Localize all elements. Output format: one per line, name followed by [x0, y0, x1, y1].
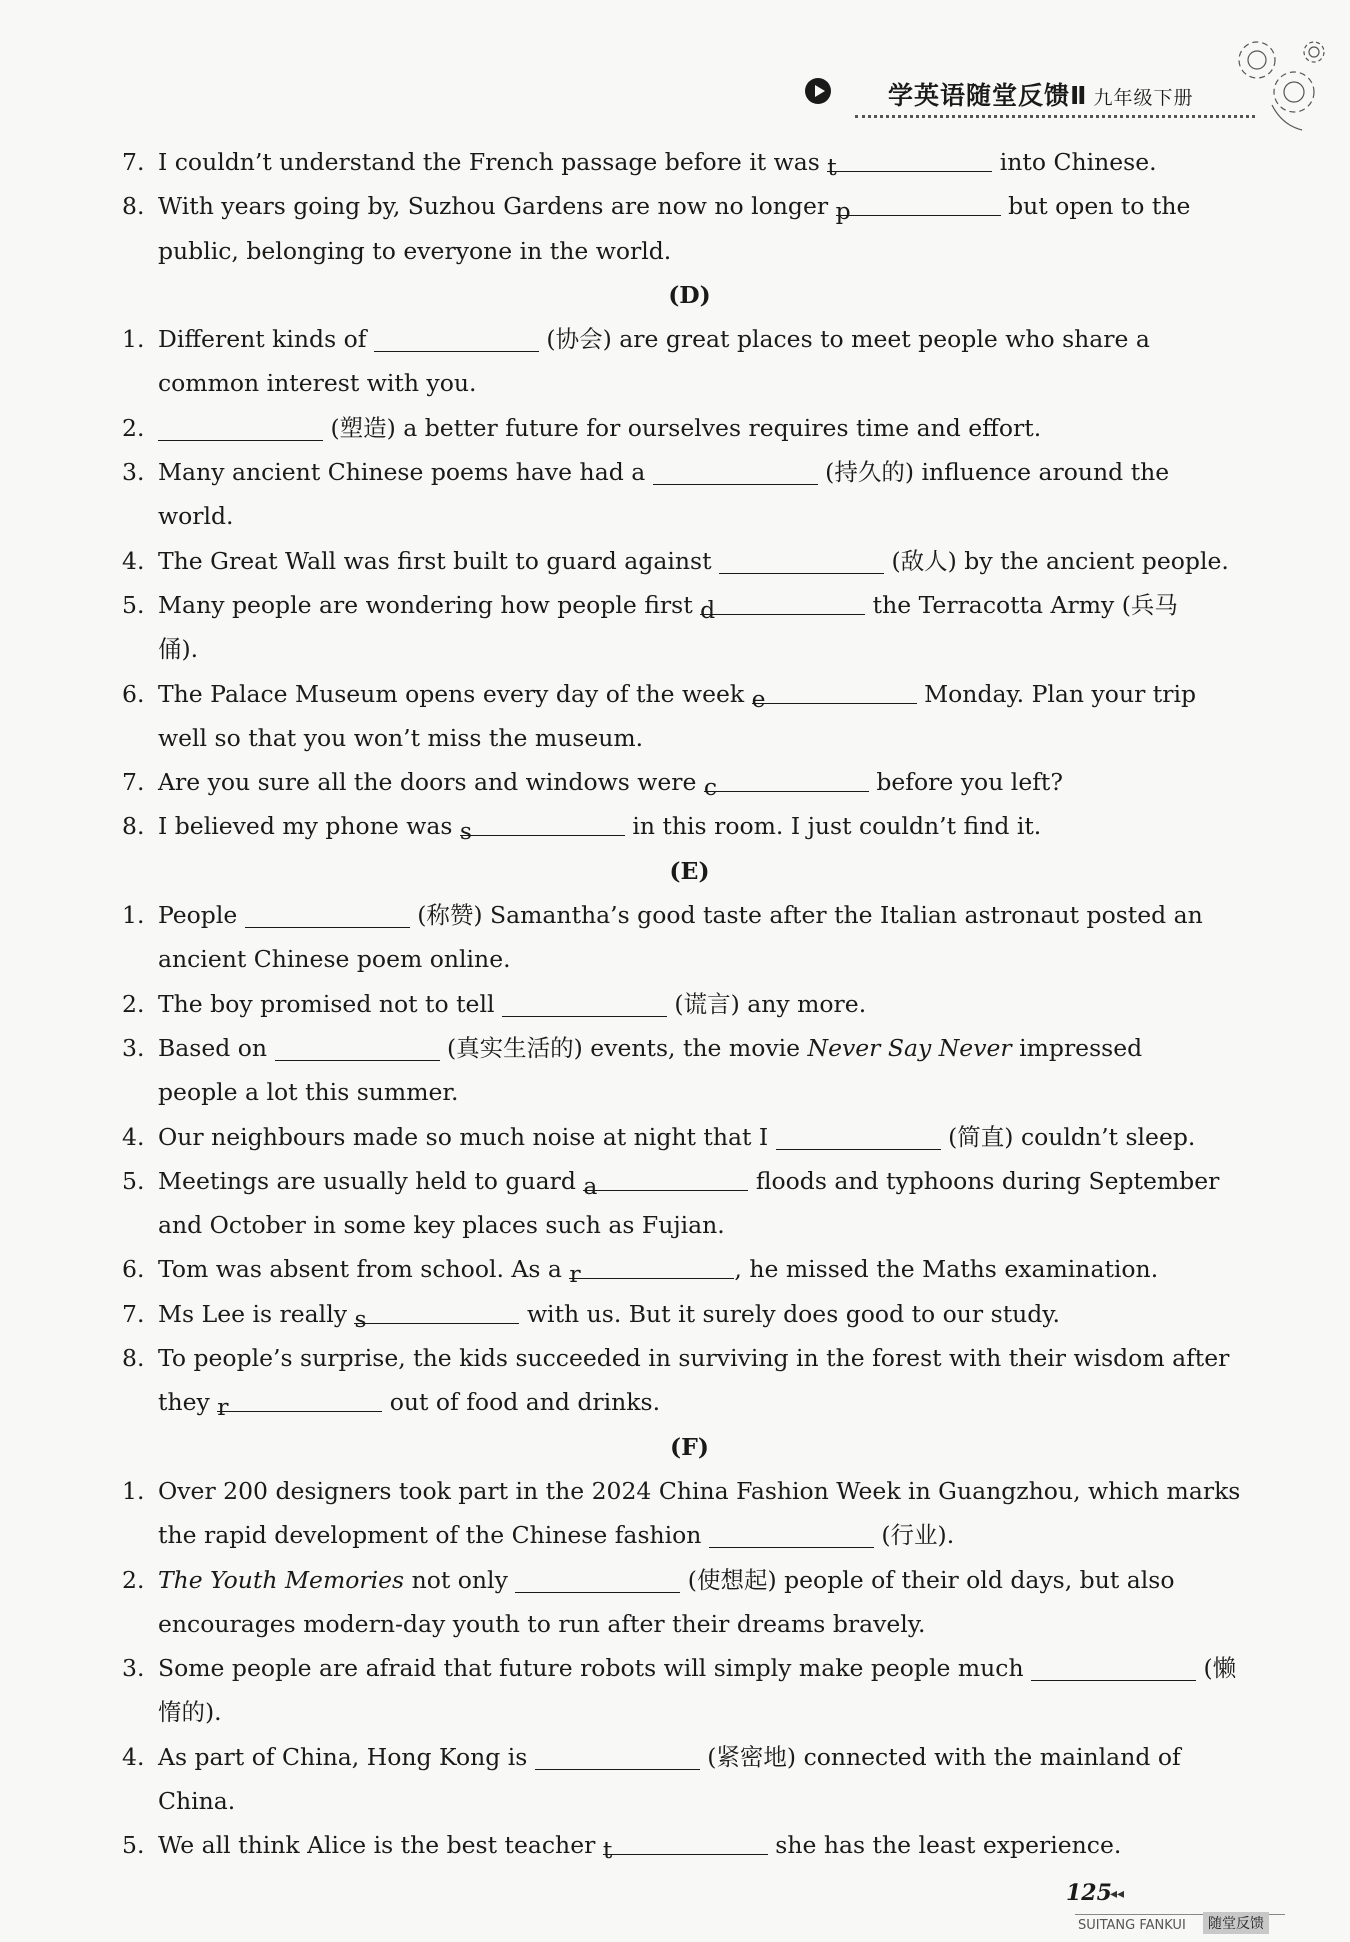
hint-letter: p [835, 197, 851, 226]
question-text: Based on [158, 1033, 275, 1062]
answer-blank[interactable] [502, 990, 667, 1017]
answer-blank[interactable] [569, 1252, 734, 1289]
question-f5 [122, 1823, 1257, 1867]
question-number: 1. [122, 325, 145, 354]
answer-blank[interactable] [835, 189, 1001, 226]
question-number: 1. [122, 901, 145, 930]
question-text: Many people are wondering how people first [158, 590, 701, 619]
question-e3 [122, 1026, 1257, 1070]
question-text: the Terracotta Army (兵马 [865, 590, 1178, 619]
answer-blank[interactable] [751, 677, 917, 713]
answer-blank[interactable] [158, 414, 323, 441]
question-text: (协会) are great places to meet people who share a [538, 325, 1150, 354]
question-text: (行业). [873, 1521, 955, 1550]
question-e7 [122, 1292, 1257, 1336]
question-d3 [122, 450, 1257, 494]
question-text: Monday. Plan your trip [916, 679, 1197, 708]
question-number: 2. [122, 989, 145, 1018]
question-number: 7. [122, 768, 145, 797]
hint-letter: t [827, 153, 837, 181]
question-text: Some people are afraid that future robots will simply make people much [158, 1654, 1032, 1683]
question-number: 6. [122, 1255, 145, 1284]
question-d5 [122, 583, 1257, 627]
question-e6 [122, 1247, 1257, 1291]
question-number: 3. [122, 1033, 145, 1062]
question-number: 5. [122, 590, 145, 619]
question-text: in this room. I just couldn’t find it. [624, 812, 1042, 841]
answer-blank[interactable] [374, 325, 539, 352]
section-label-e: (E) [669, 856, 710, 885]
question-number: 5. [122, 1166, 145, 1195]
question-e1 [122, 893, 1257, 937]
question-d1 [122, 317, 1257, 361]
question-c8 [122, 184, 1257, 228]
question-f1 [122, 1469, 1257, 1513]
question-number: 5. [122, 1831, 145, 1860]
section-label-f: (F) [670, 1432, 709, 1461]
question-text: the rapid development of the Chinese fashion [158, 1521, 709, 1550]
question-text: floods and typhoons during September [748, 1166, 1220, 1195]
question-c7 [122, 140, 1257, 184]
question-f3 [122, 1646, 1257, 1690]
question-number: 2. [122, 1565, 145, 1594]
question-text: We all think Alice is the best teacher [158, 1831, 603, 1860]
answer-blank[interactable] [827, 145, 992, 181]
question-number: 8. [122, 812, 145, 841]
question-text: People [158, 901, 245, 930]
question-number: 7. [122, 1299, 145, 1328]
hint-letter: e [751, 684, 766, 713]
question-text: Tom was absent from school. As a [158, 1255, 570, 1284]
question-text: impressed [1011, 1033, 1143, 1062]
question-continuation: and October in some key places such as Fujian. [158, 1211, 725, 1240]
hint-letter: c [703, 773, 718, 802]
question-text: into Chinese. [992, 148, 1157, 176]
question-continuation [122, 1380, 1257, 1424]
hint-letter: r [217, 1393, 229, 1422]
hint-letter: r [569, 1260, 581, 1289]
answer-blank[interactable] [709, 1521, 874, 1548]
question-number: 1. [122, 1476, 145, 1505]
hint-letter: a [583, 1171, 598, 1200]
question-number: 3. [122, 458, 145, 487]
question-text: (紧密地) connected with the mainland of [699, 1742, 1181, 1771]
question-number: 8. [122, 192, 145, 221]
question-continuation: 惰的). [158, 1698, 222, 1727]
question-text: (持久的) influence around the [817, 458, 1170, 487]
page-number: 125 [1066, 1880, 1112, 1906]
question-text: not only [404, 1565, 516, 1594]
question-continuation: 俑). [158, 635, 199, 664]
question-text: (真实生活的) events, the movie [439, 1033, 808, 1062]
question-continuation: encourages modern-day youth to run after their dreams bravely. [158, 1609, 926, 1638]
hint-letter: s [459, 817, 472, 846]
question-text: Ms Lee is really [158, 1299, 355, 1328]
question-continuation: world. [158, 502, 234, 531]
question-d7 [122, 760, 1257, 804]
question-number: 7. [122, 148, 145, 176]
question-text: (懒 [1196, 1654, 1237, 1683]
answer-blank[interactable] [354, 1297, 519, 1333]
answer-blank[interactable] [703, 765, 869, 802]
question-text: (塑造) a better future for ourselves requires time and effort. [323, 413, 1042, 442]
header-divider [855, 115, 1255, 118]
footer-brand: SUITANG FANKUI [1078, 1918, 1186, 1933]
answer-blank[interactable] [459, 809, 625, 846]
header-title: 学英语随堂反馈Ⅱ 九年级下册 [888, 81, 1194, 110]
question-text: (敌人) by the ancient people. [884, 546, 1229, 575]
question-text: before you left? [868, 768, 1063, 797]
question-e5 [122, 1159, 1257, 1203]
answer-blank[interactable] [515, 1566, 680, 1593]
hint-letter: t [602, 1836, 613, 1865]
answer-blank[interactable] [217, 1385, 382, 1422]
answer-blank[interactable] [1031, 1654, 1196, 1681]
question-text: As part of China, Hong Kong is [158, 1742, 535, 1771]
question-number: 6. [122, 679, 145, 708]
question-text: The Palace Museum opens every day of the week [158, 679, 752, 708]
question-continuation: people a lot this summer. [158, 1078, 459, 1107]
question-text: Are you sure all the doors and windows were [158, 768, 704, 797]
question-e8 [122, 1336, 1257, 1380]
answer-blank[interactable] [583, 1164, 748, 1200]
answer-blank[interactable] [776, 1123, 941, 1150]
question-e4 [122, 1115, 1257, 1159]
question-f4 [122, 1735, 1257, 1779]
question-text: The Great Wall was first built to guard against [158, 546, 719, 575]
question-text: (使想起) people of their old days, but also [680, 1565, 1175, 1594]
question-text: but open to the [1000, 192, 1191, 221]
answer-blank[interactable] [700, 588, 865, 624]
hint-letter: d [700, 595, 716, 624]
section-label-d: (D) [668, 280, 711, 309]
question-f2 [122, 1558, 1257, 1602]
question-text: Different kinds of [158, 325, 374, 354]
question-continuation: ancient Chinese poem online. [158, 945, 511, 974]
footer-tag: 随堂反馈 [1203, 1912, 1269, 1934]
hint-letter: s [354, 1304, 367, 1333]
question-text: I believed my phone was [158, 812, 460, 841]
answer-blank[interactable] [245, 901, 410, 928]
answer-blank[interactable] [275, 1034, 440, 1061]
question-number: 4. [122, 1742, 145, 1771]
flower-decoration-icon [1222, 30, 1332, 140]
question-text: (称赞) Samantha’s good taste after the Italian astronaut posted an [409, 901, 1203, 930]
question-number: 2. [122, 413, 145, 442]
question-text: The boy promised not to tell [158, 989, 502, 1018]
question-text: Our neighbours made so much noise at night that I [158, 1122, 776, 1151]
question-text: Meetings are usually held to guard [158, 1166, 584, 1195]
question-d6 [122, 672, 1257, 716]
question-e2 [122, 982, 1257, 1026]
question-text: Over 200 designers took part in the 2024 China Fashion Week in Guangzhou, which marks [158, 1476, 1241, 1505]
question-number: 4. [122, 546, 145, 575]
question-d4 [122, 539, 1257, 583]
question-text: out of food and drinks. [382, 1388, 661, 1417]
book-title: The Youth Memories [158, 1565, 405, 1594]
play-icon [805, 78, 831, 104]
question-number: 8. [122, 1344, 145, 1373]
question-text: (谎言) any more. [666, 989, 867, 1018]
question-text: I couldn’t understand the French passage before it was [158, 148, 828, 176]
question-continuation [122, 1513, 1257, 1557]
answer-blank[interactable] [535, 1743, 700, 1770]
question-d8 [122, 804, 1257, 848]
question-text: Many ancient Chinese poems have had a [158, 458, 653, 487]
answer-blank[interactable] [602, 1828, 768, 1865]
question-number: 3. [122, 1654, 145, 1683]
question-text: , he missed the Maths examination. [734, 1255, 1159, 1284]
answer-blank[interactable] [719, 547, 884, 574]
question-continuation: China. [158, 1786, 236, 1815]
question-text: with us. But it surely does good to our study. [519, 1299, 1060, 1328]
question-text: With years going by, Suzhou Gardens are now no longer [158, 192, 836, 221]
page-header [800, 72, 1260, 112]
question-continuation: public, belonging to everyone in the world. [158, 236, 672, 265]
question-text: she has the least experience. [767, 1831, 1122, 1860]
movie-title: Never Say Never [807, 1033, 1012, 1062]
question-continuation: well so that you won’t miss the museum. [158, 723, 644, 752]
question-text: they [158, 1388, 218, 1417]
question-text: To people’s surprise, the kids succeeded in surviving in the forest with their wisdom after [158, 1344, 1230, 1373]
answer-blank[interactable] [653, 458, 818, 485]
exercise-content [122, 140, 1257, 1868]
arrow-left-icon: ◂◂ [1110, 1886, 1125, 1902]
question-continuation: common interest with you. [158, 369, 477, 398]
question-text: (简直) couldn’t sleep. [940, 1122, 1196, 1151]
question-d2 [122, 406, 1257, 450]
header-subtitle: 九年级下册 [1093, 87, 1194, 109]
question-number: 4. [122, 1122, 145, 1151]
